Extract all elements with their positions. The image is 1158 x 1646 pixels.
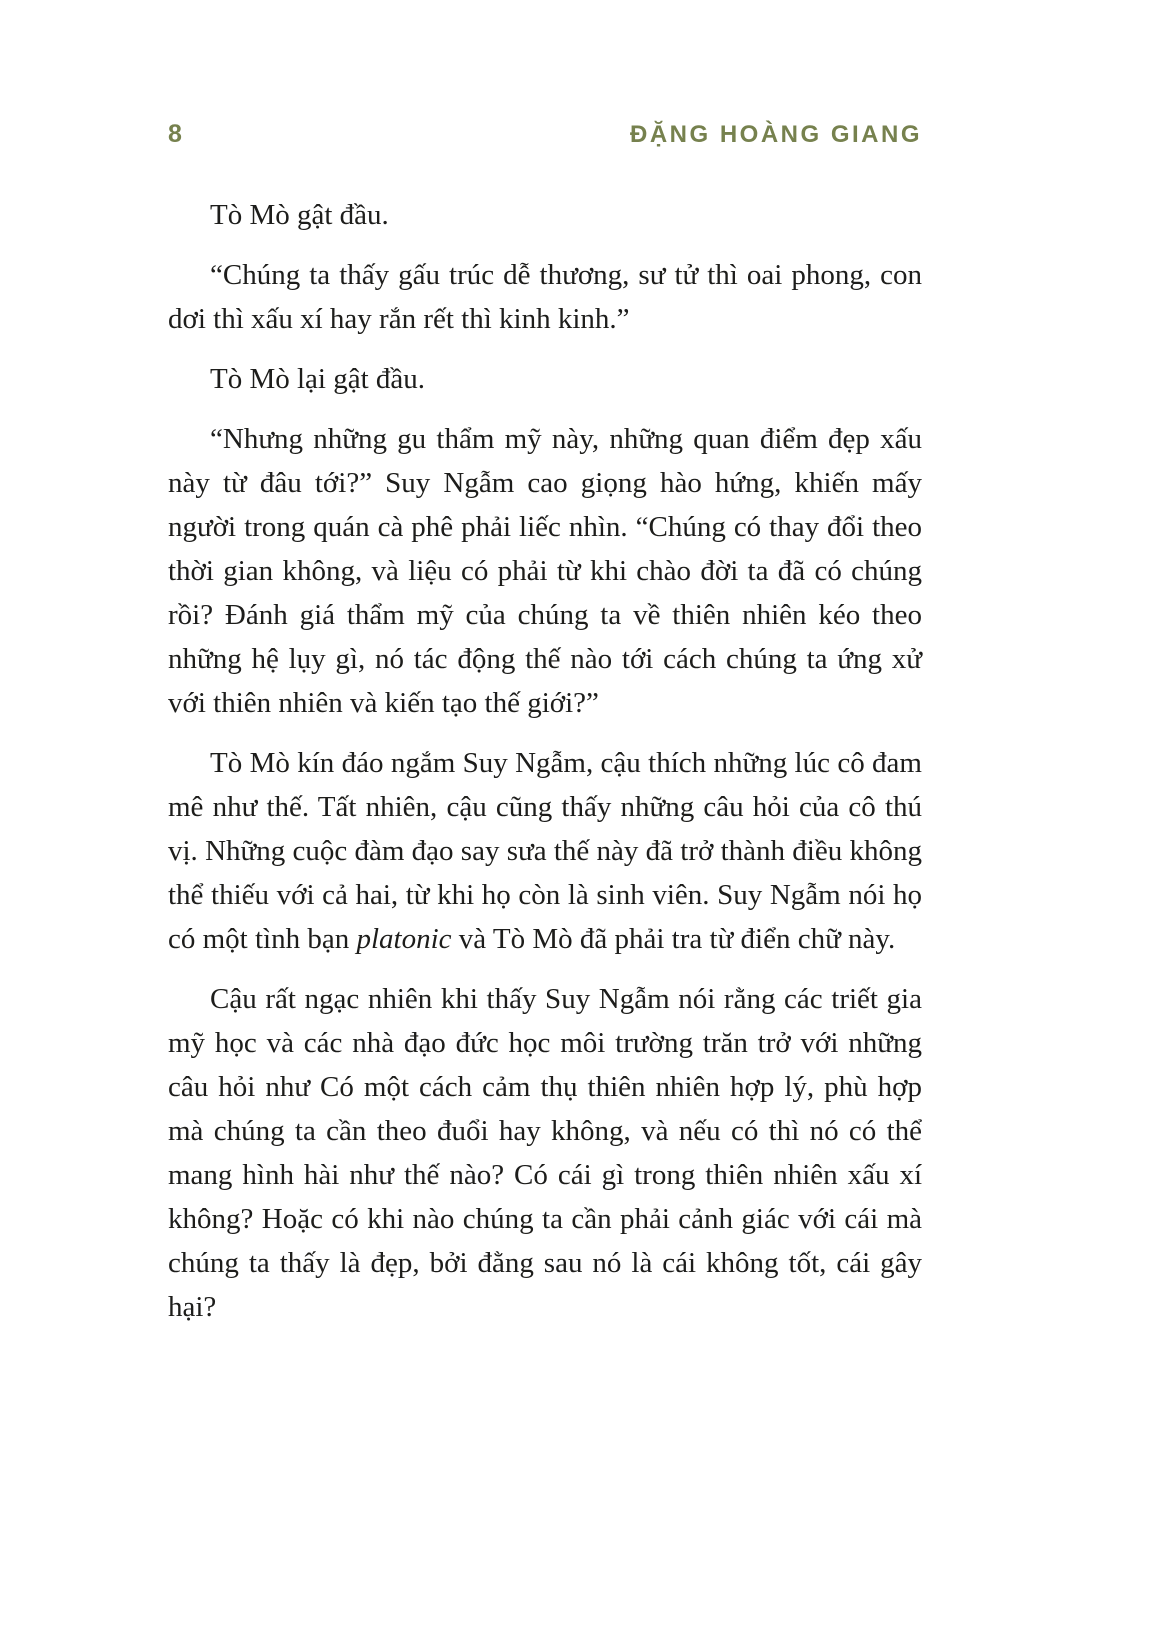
text-segment: Tò Mò lại gật đầu. [210, 363, 426, 395]
text-segment: và Tò Mò đã phải tra từ điển chữ này. [451, 923, 896, 955]
paragraph [168, 417, 922, 725]
text-segment: “Nhưng những gu thẩm mỹ này, những quan điểm đẹp xấu này từ đâu tới?” Suy Ngẫm cao giọng hào hứng, khiến mấy người trong quán cà phê phải liếc nhìn. “Chúng có thay đổi theo thời gian không, và liệu có phải từ khi chào đời ta đã có chúng rồi? Đánh giá thẩm mỹ của chúng ta về thiên nhiên kéo theo những hệ lụy gì, nó tác động thế nào tới cách chúng ta ứng xử với thiên nhiên và kiến tạo thế giới?” [168, 423, 922, 719]
text-segment: “Chúng ta thấy gấu trúc dễ thương, sư tử thì oai phong, con dơi thì xấu xí hay rắn rết thì kinh kinh.” [168, 259, 922, 335]
body-text [168, 193, 922, 1329]
page-number: 8 [168, 120, 183, 148]
italic-text-segment: platonic [356, 923, 452, 955]
paragraph [168, 741, 922, 961]
author-name: ĐẶNG HOÀNG GIANG [630, 121, 922, 148]
text-segment: Cậu rất ngạc nhiên khi thấy Suy Ngẫm nói rằng các triết gia mỹ học và các nhà đạo đức học môi trường trăn trở với những câu hỏi như Có một cách cảm thụ thiên nhiên hợp lý, phù hợp mà chúng ta cần theo đuổi hay không, và nếu có thì nó có thể mang hình hài như thế nào? Có cái gì trong thiên nhiên xấu xí không? Hoặc có khi nào chúng ta cần phải cảnh giác với cái mà chúng ta thấy là đẹp, bởi đằng sau nó là cái không tốt, cái gây hại? [168, 983, 922, 1323]
text-segment: Tò Mò kín đáo ngắm Suy Ngẫm, cậu thích những lúc cô đam mê như thế. Tất nhiên, cậu cũng thấy những câu hỏi của cô thú vị. Những cuộc đàm đạo say sưa thế này đã trở thành điều không thể thiếu với cả hai, từ khi họ còn là sinh viên. Suy Ngẫm nói họ có một tình bạn [168, 747, 922, 955]
paragraph [168, 357, 922, 401]
paragraph [168, 977, 922, 1329]
paragraph [168, 193, 922, 237]
text-segment: Tò Mò gật đầu. [210, 199, 389, 231]
page-header [168, 120, 922, 149]
paragraph [168, 253, 922, 341]
